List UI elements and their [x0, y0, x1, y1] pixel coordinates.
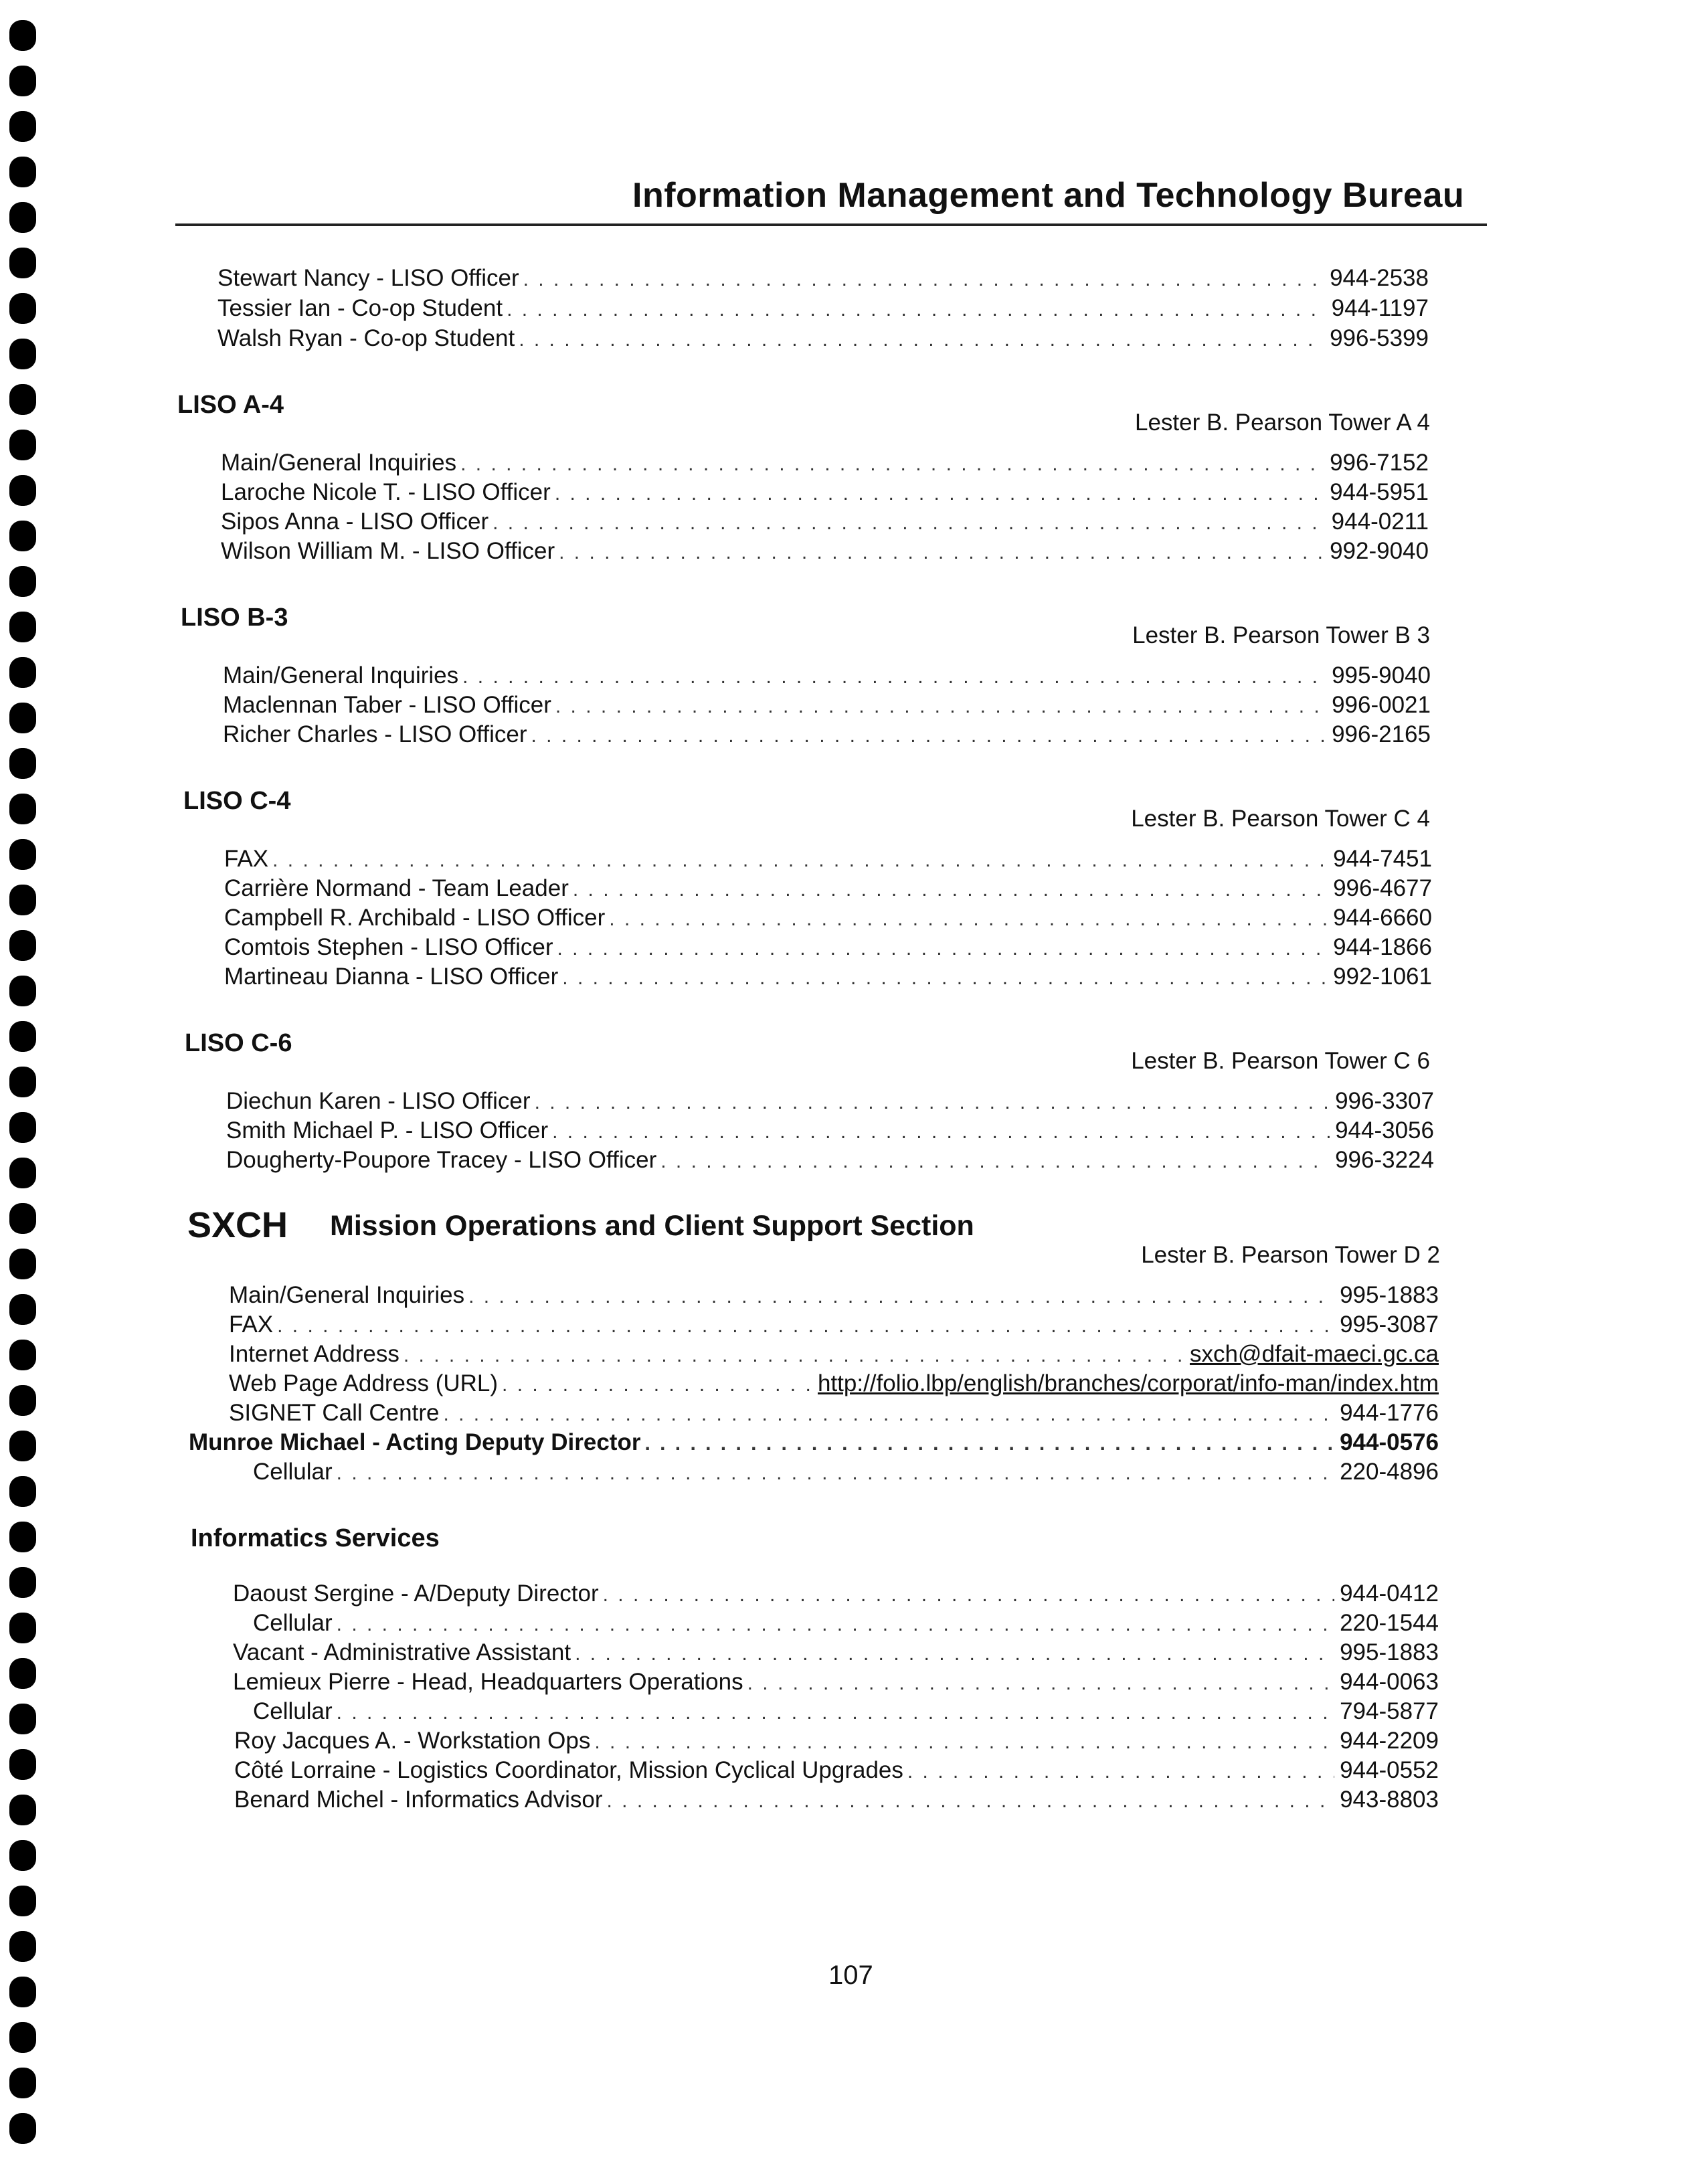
- binder-hole: [9, 1749, 36, 1780]
- entry-phone: 944-2538: [1330, 265, 1429, 291]
- entry-name: Main/General Inquiries: [223, 662, 459, 689]
- entry-phone: 996-0021: [1332, 692, 1431, 718]
- binder-hole: [9, 202, 36, 233]
- section-title-liso-c6: LISO C-6: [185, 1029, 292, 1057]
- binder-hole: [9, 794, 36, 824]
- binder-hole: [9, 1977, 36, 2007]
- entry-name: FAX: [224, 846, 269, 872]
- directory-entry: [233, 1580, 1439, 1609]
- directory-entry: [224, 905, 1432, 933]
- leader-dots: [747, 1672, 1334, 1695]
- entry-name: Main/General Inquiries: [229, 1282, 465, 1308]
- header-rule: [175, 223, 1487, 226]
- binder-hole: [9, 2113, 36, 2144]
- binder-hole: [9, 1704, 36, 1734]
- entry-phone: 995-3087: [1340, 1311, 1439, 1338]
- directory-entry: [221, 450, 1429, 478]
- entry-name: Internet Address: [229, 1341, 399, 1367]
- binder-hole: [9, 430, 36, 460]
- entry-phone: 220-1544: [1340, 1610, 1439, 1636]
- section-title-liso-a4: LISO A-4: [177, 391, 284, 419]
- location-sxch: Lester B. Pearson Tower D 2: [1141, 1242, 1440, 1268]
- entry-name: Wilson William M. - LISO Officer: [221, 538, 555, 564]
- entry-name: FAX: [229, 1311, 274, 1338]
- entry-name: Walsh Ryan - Co-op Student: [217, 325, 515, 351]
- leader-dots: [337, 1702, 1334, 1724]
- binder-hole: [9, 1658, 36, 1689]
- leader-dots: [535, 1091, 1330, 1114]
- entry-phone: 992-9040: [1330, 538, 1429, 564]
- directory-entry: [234, 1757, 1439, 1785]
- directory-entry: [229, 1400, 1439, 1428]
- leader-dots: [462, 666, 1326, 689]
- leader-dots: [609, 908, 1328, 931]
- entry-name: Main/General Inquiries: [221, 450, 457, 476]
- entry-name: Côté Lorraine - Logistics Coordinator, Mission Cyclical Upgrades: [234, 1757, 903, 1783]
- directory-entry: [224, 934, 1432, 962]
- directory-entry-director: [189, 1429, 1439, 1457]
- binder-hole: [9, 612, 36, 642]
- leader-dots: [562, 967, 1328, 990]
- entry-phone: 944-0211: [1331, 509, 1429, 535]
- entry-name: Sipos Anna - LISO Officer: [221, 509, 489, 535]
- directory-entry: [234, 1728, 1439, 1756]
- binder-hole: [9, 1613, 36, 1643]
- entry-name: Tessier Ian - Co-op Student: [217, 295, 503, 321]
- leader-dots: [523, 268, 1324, 291]
- page-header: Information Management and Technology Bureau: [632, 176, 1465, 215]
- leader-dots: [502, 1374, 812, 1396]
- leader-dots: [557, 937, 1328, 960]
- directory-entry: [217, 265, 1429, 293]
- directory-entry: [224, 875, 1432, 903]
- leader-dots: [573, 879, 1328, 901]
- binder-hole: [9, 157, 36, 187]
- entry-phone: 794-5877: [1340, 1698, 1439, 1724]
- leader-dots: [507, 298, 1326, 321]
- binder-holes: [9, 20, 36, 2168]
- directory-entry: [224, 846, 1432, 874]
- leader-dots: [493, 512, 1326, 535]
- leader-dots: [555, 482, 1324, 505]
- binder-hole: [9, 384, 36, 415]
- directory-entry: [217, 325, 1429, 353]
- directory-entry: [233, 1669, 1439, 1697]
- directory-entry: [221, 479, 1429, 507]
- binder-hole: [9, 66, 36, 96]
- section-title-informatics: Informatics Services: [191, 1524, 440, 1552]
- binder-hole: [9, 20, 36, 51]
- entry-phone: 996-3307: [1335, 1088, 1434, 1114]
- entry-phone: 944-0063: [1340, 1669, 1439, 1695]
- binder-hole: [9, 1067, 36, 1097]
- directory-entry: [226, 1117, 1434, 1146]
- binder-hole: [9, 1795, 36, 1825]
- binder-hole: [9, 248, 36, 278]
- directory-entry: [217, 295, 1429, 323]
- binder-hole: [9, 1567, 36, 1598]
- leader-dots: [443, 1403, 1334, 1426]
- directory-entry: [229, 1311, 1439, 1340]
- leader-dots: [531, 725, 1327, 747]
- entry-phone: 944-0412: [1340, 1580, 1439, 1607]
- binder-hole: [9, 521, 36, 551]
- entry-name: Stewart Nancy - LISO Officer: [217, 265, 519, 291]
- web-page-link[interactable]: http://folio.lbp/english/branches/corporat/info-man/index.htm: [817, 1370, 1439, 1396]
- leader-dots: [575, 1643, 1334, 1665]
- location-liso-c6: Lester B. Pearson Tower C 6: [1131, 1048, 1430, 1074]
- directory-entry: [253, 1459, 1439, 1487]
- binder-hole: [9, 1158, 36, 1188]
- binder-hole: [9, 1021, 36, 1052]
- binder-hole: [9, 1294, 36, 1325]
- entry-phone: 995-1883: [1340, 1639, 1439, 1665]
- directory-entry: [221, 509, 1429, 537]
- entry-name: Munroe Michael - Acting Deputy Director: [189, 1429, 641, 1455]
- entry-name: Campbell R. Archibald - LISO Officer: [224, 905, 606, 931]
- entry-phone: 996-5399: [1330, 325, 1429, 351]
- entry-phone: 943-8803: [1340, 1787, 1439, 1813]
- directory-entry: [226, 1088, 1434, 1116]
- entry-name: Martineau Dianna - LISO Officer: [224, 964, 559, 990]
- entry-phone: 944-5951: [1330, 479, 1429, 505]
- entry-phone: 996-4677: [1333, 875, 1432, 901]
- directory-entry: [253, 1610, 1439, 1638]
- binder-hole: [9, 1112, 36, 1143]
- entry-name: Cellular: [253, 1610, 333, 1636]
- entry-name: SIGNET Call Centre: [229, 1400, 440, 1426]
- section-title-liso-b3: LISO B-3: [181, 604, 288, 632]
- directory-entry: [221, 538, 1429, 566]
- entry-name: Maclennan Taber - LISO Officer: [223, 692, 551, 718]
- location-liso-a4: Lester B. Pearson Tower A 4: [1134, 410, 1430, 436]
- directory-entry: [223, 692, 1431, 720]
- binder-hole: [9, 2068, 36, 2098]
- binder-hole: [9, 1931, 36, 1962]
- directory-entry: [224, 964, 1432, 992]
- leader-dots: [272, 849, 1328, 872]
- entry-name: Cellular: [253, 1698, 333, 1724]
- entry-name: Smith Michael P. - LISO Officer: [226, 1117, 549, 1144]
- leader-dots: [519, 329, 1324, 351]
- leader-dots: [468, 1285, 1334, 1308]
- binder-hole: [9, 885, 36, 915]
- leader-dots: [555, 695, 1326, 718]
- entry-name: Daoust Sergine - A/Deputy Director: [233, 1580, 599, 1607]
- binder-hole: [9, 339, 36, 369]
- entry-name: Lemieux Pierre - Head, Headquarters Operations: [233, 1669, 743, 1695]
- entry-name: Roy Jacques A. - Workstation Ops: [234, 1728, 591, 1754]
- leader-dots: [594, 1731, 1334, 1754]
- section-title-sxch: Mission Operations and Client Support Section: [330, 1210, 974, 1242]
- entry-name: Diechun Karen - LISO Officer: [226, 1088, 531, 1114]
- directory-entry: [223, 662, 1431, 691]
- entry-phone: 995-1883: [1340, 1282, 1439, 1308]
- entry-phone: 944-1776: [1340, 1400, 1439, 1426]
- binder-hole: [9, 930, 36, 961]
- directory-entry: [233, 1639, 1439, 1667]
- entry-phone: 996-7152: [1330, 450, 1429, 476]
- entry-phone: 944-0576: [1340, 1429, 1439, 1455]
- binder-hole: [9, 2022, 36, 2053]
- entry-phone: 944-1866: [1333, 934, 1432, 960]
- leader-dots: [460, 453, 1324, 476]
- entry-phone: 995-9040: [1332, 662, 1431, 689]
- binder-hole: [9, 839, 36, 870]
- entry-phone: 944-1197: [1331, 295, 1429, 321]
- leader-dots: [559, 541, 1324, 564]
- binder-hole: [9, 1203, 36, 1234]
- leader-dots: [907, 1760, 1334, 1783]
- binder-hole: [9, 703, 36, 733]
- binder-hole: [9, 475, 36, 506]
- location-liso-b3: Lester B. Pearson Tower B 3: [1132, 622, 1430, 648]
- leader-dots: [404, 1344, 1184, 1367]
- entry-name: Dougherty-Poupore Tracey - LISO Officer: [226, 1147, 657, 1173]
- entry-phone: 944-6660: [1333, 905, 1432, 931]
- directory-entry: [226, 1147, 1434, 1175]
- section-code-sxch: SXCH: [187, 1205, 288, 1245]
- location-liso-c4: Lester B. Pearson Tower C 4: [1131, 806, 1430, 832]
- entry-name: Vacant - Administrative Assistant: [233, 1639, 571, 1665]
- directory-entry: [234, 1787, 1439, 1815]
- entry-name: Benard Michel - Informatics Advisor: [234, 1787, 603, 1813]
- binder-hole: [9, 1886, 36, 1916]
- binder-hole: [9, 1431, 36, 1461]
- binder-hole: [9, 1522, 36, 1552]
- binder-hole: [9, 748, 36, 779]
- entry-phone: 944-0552: [1340, 1757, 1439, 1783]
- entry-name: Laroche Nicole T. - LISO Officer: [221, 479, 551, 505]
- directory-entry: [229, 1341, 1439, 1369]
- binder-hole: [9, 1249, 36, 1279]
- leader-dots: [552, 1121, 1330, 1144]
- directory-entry: [253, 1698, 1439, 1726]
- entry-name: Web Page Address (URL): [229, 1370, 499, 1396]
- entry-phone: 992-1061: [1333, 964, 1432, 990]
- binder-hole: [9, 111, 36, 142]
- entry-phone: 996-2165: [1332, 721, 1431, 747]
- entry-phone: 996-3224: [1335, 1147, 1434, 1173]
- leader-dots: [644, 1433, 1334, 1455]
- binder-hole: [9, 566, 36, 597]
- binder-hole: [9, 1340, 36, 1370]
- binder-hole: [9, 657, 36, 688]
- leader-dots: [660, 1150, 1330, 1173]
- entry-name: Richer Charles - LISO Officer: [223, 721, 527, 747]
- binder-hole: [9, 976, 36, 1006]
- entry-name: Cellular: [253, 1459, 333, 1485]
- binder-hole: [9, 1840, 36, 1871]
- section-title-liso-c4: LISO C-4: [183, 787, 291, 815]
- directory-entry: [229, 1370, 1439, 1398]
- leader-dots: [337, 1613, 1334, 1636]
- leader-dots: [606, 1790, 1334, 1813]
- page-number: 107: [828, 1961, 873, 1990]
- entry-phone: 944-7451: [1333, 846, 1432, 872]
- entry-phone: 944-3056: [1335, 1117, 1434, 1144]
- entry-name: Comtois Stephen - LISO Officer: [224, 934, 553, 960]
- binder-hole: [9, 1385, 36, 1416]
- directory-entry: [229, 1282, 1439, 1310]
- leader-dots: [277, 1315, 1334, 1338]
- leader-dots: [603, 1584, 1334, 1607]
- email-link[interactable]: sxch@dfait-maeci.gc.ca: [1189, 1341, 1439, 1367]
- leader-dots: [337, 1462, 1334, 1485]
- binder-hole: [9, 1476, 36, 1507]
- binder-hole: [9, 293, 36, 324]
- entry-phone: 220-4896: [1340, 1459, 1439, 1485]
- entry-name: Carrière Normand - Team Leader: [224, 875, 569, 901]
- entry-phone: 944-2209: [1340, 1728, 1439, 1754]
- directory-entry: [223, 721, 1431, 749]
